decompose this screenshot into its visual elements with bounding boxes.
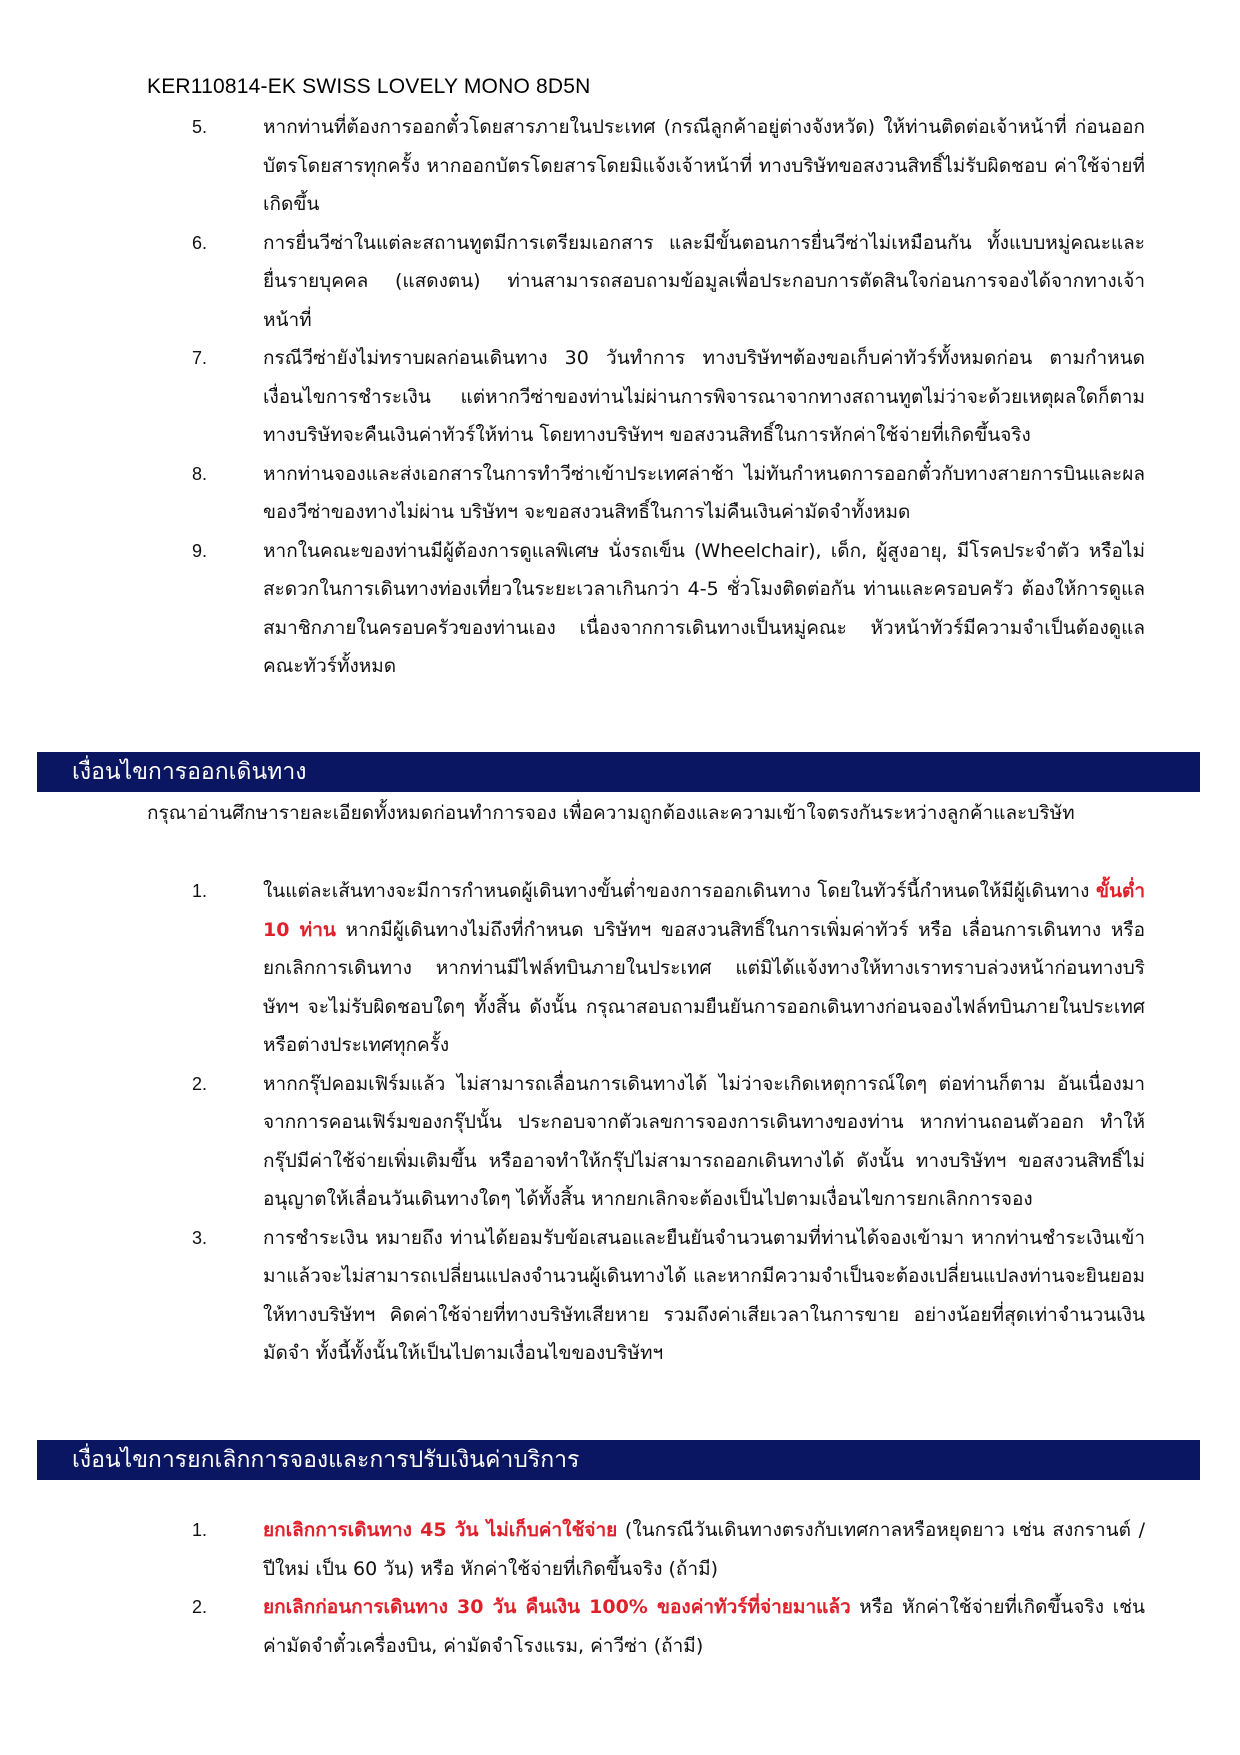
item-number: 2. [192, 1073, 208, 1094]
item-text [263, 872, 1145, 1065]
cancellation-highlight: ยกเลิกก่อนการเดินทาง 30 วัน คืนเงิน 100% ของค่าทัวร์ที่จ่ายมาแล้ว [263, 1596, 851, 1618]
item-text-post: (ในกรณีวันเดินทางตรงกับเทศกาลหรือหยุดยาว เช่น สงกรานต์ / ปีใหม่ เป็น 60 วัน) หรือ หักค่าใช้จ่ายที่เกิดขึ้นจริง (ถ้ามี) [263, 1519, 1145, 1580]
visa-notes-list [0, 108, 1240, 686]
list-item [0, 1065, 1240, 1219]
cancellation-conditions-list [0, 1511, 1240, 1665]
item-text: หากกรุ๊ปคอมเฟิร์มแล้ว ไม่สามารถเลื่อนการเดินทางได้ ไม่ว่าจะเกิดเหตุการณ์ใดๆ ต่อท่านก็ตาม อันเนื่องมาจากการคอนเฟิร์มของกรุ๊ปนั้น ประกอบจากตัวเลขการจองการเดินทางของท่าน หากท่านถอนตัวออก ทำให้กรุ๊ปมีค่าใช้จ่ายเพิ่มเติมขึ้น หรืออาจทำให้กรุ๊ปไม่สามารถออกเดินทางได้ ดังนั้น ทางบริษัทฯ ขอสงวนสิทธิ์ไม่อนุญาตให้เลื่อนวันเดินทางใดๆ ได้ทั้งสิ้น หากยกเลิกจะต้องเป็นไปตามเงื่อนไขการยกเลิกการจอง [263, 1072, 1145, 1210]
item-number: 1. [192, 1520, 208, 1540]
list-item [0, 339, 1240, 455]
list-item [0, 455, 1240, 532]
item-text: กรณีวีซ่ายังไม่ทราบผลก่อนเดินทาง 30 วันทำการ ทางบริษัทฯต้องขอเก็บค่าทัวร์ทั้งหมดก่อน ตามกำหนดเงื่อนไขการชำระเงิน แต่หากวีซ่าของท่านไม่ผ่านการพิจารณาจากทางสถานทูตไม่ว่าจะด้วยเหตุผลใดก็ตาม ทางบริษัทจะคืนเงินค่าทัวร์ให้ท่าน โดยทางบริษัทฯ ขอสงวนสิทธิ์ในการหักค่าใช้จ่ายที่เกิดขึ้นจริง [263, 347, 1145, 446]
item-text: หากในคณะของท่านมีผู้ต้องการดูแลพิเศษ นั่งรถเข็น (Wheelchair), เด็ก, ผู้สูงอายุ, มีโรคประจำตัว หรือไม่สะดวกในการเดินทางท่องเที่ยวในระยะเวลาเกินกว่า 4-5 ชั่วโมงติดต่อกัน ท่านและครอบครัว ต้องให้การดูแลสมาชิกภายในครอบครัวของท่านเอง เนื่องจากการเดินทางเป็นหมู่คณะ หัวหน้าทัวร์มีความจำเป็นต้องดูแลคณะทัวร์ทั้งหมด [263, 539, 1145, 677]
departure-conditions-list [0, 872, 1240, 1373]
list-item [0, 1511, 1240, 1588]
cancellation-conditions-header: เงื่อนไขการยกเลิกการจองและการปรับเงินค่าบริการ [37, 1440, 1200, 1480]
item-number: 1. [192, 881, 208, 901]
list-item [0, 108, 1240, 224]
item-number: 6. [192, 232, 208, 253]
item-text-pre: ในแต่ละเส้นทางจะมีการกำหนดผู้เดินทางขั้นต่ำของการออกเดินทาง โดยในทัวร์นี้กำหนดให้มีผู้เดินทาง [263, 880, 1097, 902]
item-text [263, 1511, 1145, 1588]
list-item [0, 532, 1240, 686]
item-number: 7. [192, 348, 208, 368]
item-number: 3. [192, 1227, 208, 1248]
list-item [0, 1588, 1240, 1665]
document-code: KER110814-EK SWISS LOVELY MONO 8D5N [147, 75, 591, 98]
list-item [0, 1219, 1240, 1373]
item-number: 2. [192, 1597, 208, 1617]
item-text-post: หากมีผู้เดินทางไม่ถึงที่กำหนด บริษัทฯ ขอสงวนสิทธิ์ในการเพิ่มค่าทัวร์ หรือ เลื่อนการเดินทาง หรือ ยกเลิกการเดินทาง หากท่านมีไฟล์ทบินภายในประเทศ แต่มิได้แจ้งทางให้ทางเราทราบล่วงหน้าก่อนทางบริษัทฯ จะไม่รับผิดชอบใดๆ ทั้งสิ้น ดังนั้น กรุณาสอบถามยืนยันการออกเดินทางก่อนจองไฟล์ทบินภายในประเทศหรือต่างประเทศทุกครั้ง [263, 918, 1145, 1056]
item-text [263, 1588, 1145, 1665]
item-text: การยื่นวีซ่าในแต่ละสถานทูตมีการเตรียมเอกสาร และมีขั้นตอนการยื่นวีซ่าไม่เหมือนกัน ทั้งแบบหมู่คณะและยื่นรายบุคคล (แสดงตน) ท่านสามารถสอบถามข้อมูลเพื่อประกอบการตัดสินใจก่อนการจองได้จากทางเจ้าหน้าที่ [263, 231, 1145, 331]
departure-conditions-header: เงื่อนไขการออกเดินทาง [37, 752, 1200, 792]
minimum-travelers-highlight: ขั้นต่ำ 10 ท่าน [263, 880, 1145, 941]
item-number: 5. [192, 117, 208, 137]
item-text: หากท่านจองและส่งเอกสารในการทำวีซ่าเข้าประเทศล่าช้า ไม่ทันกำหนดการออกตั๋วกับทางสายการบินและผลของวีซ่าของทางไม่ผ่าน บริษัทฯ จะขอสงวนสิทธิ์ในการไม่คืนเงินค่ามัดจำทั้งหมด [263, 462, 1145, 523]
item-number: 8. [192, 463, 208, 484]
list-item [0, 224, 1240, 340]
item-number: 9. [192, 540, 208, 561]
item-text-post: หรือ หักค่าใช้จ่ายที่เกิดขึ้นจริง เช่น ค่ามัดจำตั๋วเครื่องบิน, ค่ามัดจำโรงแรม, ค่าวีซ่า (ถ้ามี) [263, 1596, 1145, 1657]
cancellation-highlight: ยกเลิกการเดินทาง 45 วัน ไม่เก็บค่าใช้จ่าย [263, 1519, 618, 1541]
item-text: หากท่านที่ต้องการออกตั๋วโดยสารภายในประเทศ (กรณีลูกค้าอยู่ต่างจังหวัด) ให้ท่านติดต่อเจ้าหน้าที่ ก่อนออกบัตรโดยสารทุกครั้ง หากออกบัตรโดยสารโดยมิแจ้งเจ้าหน้าที่ ทางบริษัทขอสงวนสิทธิ์ไม่รับผิดชอบ ค่าใช้จ่ายที่เกิดขึ้น [263, 116, 1145, 215]
item-text: การชำระเงิน หมายถึง ท่านได้ยอมรับข้อเสนอและยืนยันจำนวนตามที่ท่านได้จองเข้ามา หากท่านชำระเงินเข้ามาแล้วจะไม่สามารถเปลี่ยนแปลงจำนวนผู้เดินทางได้ และหากมีความจำเป็นจะต้องเปลี่ยนแปลงท่านจะยินยอมให้ทางบริษัทฯ คิดค่าใช้จ่ายที่ทางบริษัทเสียหาย รวมถึงค่าเสียเวลาในการขาย อย่างน้อยที่สุดเท่าจำนวนเงินมัดจำ ทั้งนี้ทั้งนั้นให้เป็นไปตามเงื่อนไขของบริษัทฯ [263, 1226, 1145, 1364]
list-item [0, 872, 1240, 1065]
departure-intro: กรุณาอ่านศึกษารายละเอียดทั้งหมดก่อนทำการจอง เพื่อความถูกต้องและความเข้าใจตรงกันระหว่างลูกค้าและบริษัท [147, 802, 1075, 824]
